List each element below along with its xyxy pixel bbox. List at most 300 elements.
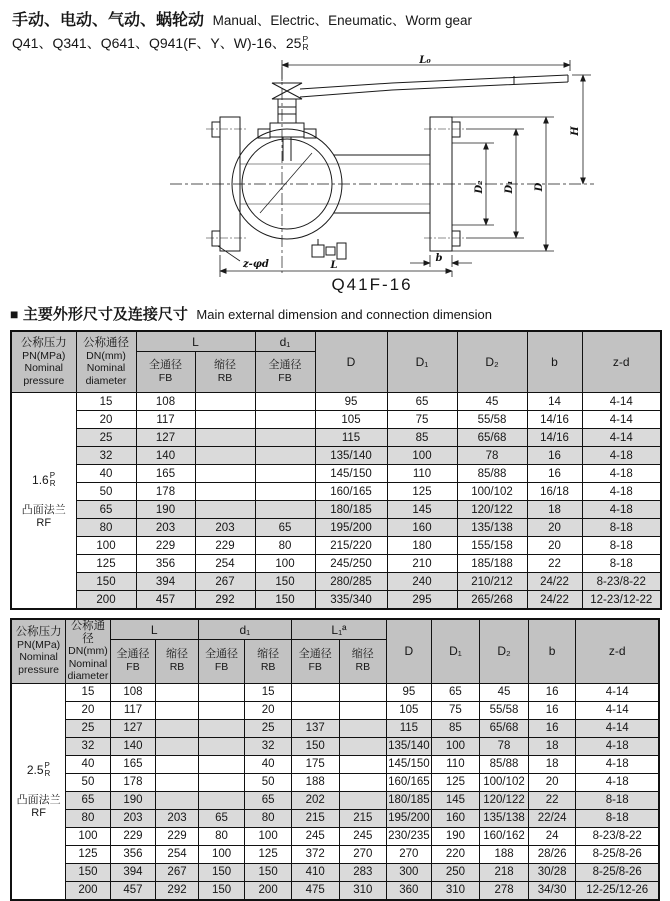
table-cell: 270 <box>387 845 432 863</box>
title-block <box>0 0 670 53</box>
table-cell: 127 <box>110 719 156 737</box>
table-cell: 100 <box>431 737 480 755</box>
subcol-d1-fb: 全通径 FB <box>198 640 245 683</box>
table-cell: 140 <box>110 737 156 755</box>
dimension-tables <box>0 330 670 901</box>
table-cell <box>339 701 387 719</box>
table-cell: 85/88 <box>457 465 527 483</box>
table-cell: 115 <box>387 719 432 737</box>
table-cell <box>255 393 315 411</box>
table-cell: 100 <box>198 845 245 863</box>
table-row <box>11 827 659 845</box>
table-cell: 125 <box>76 555 136 573</box>
table-cell: 145/150 <box>315 465 387 483</box>
pressure-class-cell: 1.6 P R 凸面法兰 RF <box>11 393 76 610</box>
table-cell: 50 <box>245 773 292 791</box>
section-bullet: ■ <box>10 306 19 322</box>
table-cell: 280/285 <box>315 573 387 591</box>
table-cell: 356 <box>136 555 195 573</box>
table-cell <box>195 429 255 447</box>
table-row <box>11 737 659 755</box>
col-header-d1: d₁ <box>198 619 291 640</box>
table-cell: 457 <box>136 591 195 610</box>
table-cell: 14/16 <box>527 411 582 429</box>
col-header-D1: D₁ <box>431 619 480 683</box>
table-row <box>11 755 659 773</box>
table-cell: 283 <box>339 863 387 881</box>
valve-drawing-area <box>0 55 670 301</box>
table-cell: 65 <box>245 791 292 809</box>
table-cell: 300 <box>387 863 432 881</box>
dim-label-zd: z-φd <box>243 259 269 270</box>
table-cell: 100 <box>66 827 111 845</box>
table-cell: 190 <box>110 791 156 809</box>
table-cell <box>198 683 245 701</box>
table-cell <box>291 701 339 719</box>
table-cell: 160 <box>431 809 480 827</box>
table-cell: 4-18 <box>582 447 661 465</box>
table-cell <box>198 701 245 719</box>
table-cell: 200 <box>245 881 292 900</box>
table-cell: 185/188 <box>457 555 527 573</box>
table-cell <box>156 701 199 719</box>
table-cell <box>195 393 255 411</box>
valve-drawing <box>142 55 602 301</box>
table-cell: 229 <box>110 827 156 845</box>
table-cell: 18 <box>528 755 576 773</box>
model-codes: Q41、Q341、Q641、Q941(F、Y、W)-16、25 <box>12 35 302 51</box>
table-cell <box>255 411 315 429</box>
dim-label-b: b <box>435 253 443 264</box>
table-cell: 110 <box>387 465 457 483</box>
table-cell <box>195 501 255 519</box>
table-cell: 25 <box>245 719 292 737</box>
table-cell: 85 <box>387 429 457 447</box>
table-row <box>11 573 661 591</box>
table-cell <box>339 719 387 737</box>
table-cell: 75 <box>387 411 457 429</box>
table-cell: 55/58 <box>480 701 529 719</box>
table-cell <box>198 791 245 809</box>
table-cell: 180/185 <box>387 791 432 809</box>
subcol-L1-fb: 全通径 FB <box>291 640 339 683</box>
table-cell: 16 <box>527 465 582 483</box>
table-cell: 8-23/8-22 <box>576 827 659 845</box>
table-cell: 120/122 <box>457 501 527 519</box>
table-cell: 150 <box>291 737 339 755</box>
table-cell: 85/88 <box>480 755 529 773</box>
table-cell: 190 <box>431 827 480 845</box>
dim-label-d2: D₂ <box>474 180 485 194</box>
table-cell: 394 <box>136 573 195 591</box>
table-cell: 16 <box>527 447 582 465</box>
table-cell: 200 <box>76 591 136 610</box>
table-row <box>11 791 659 809</box>
table-cell: 356 <box>110 845 156 863</box>
table-cell: 20 <box>76 411 136 429</box>
table-cell: 120/122 <box>480 791 529 809</box>
table-cell: 265/268 <box>457 591 527 610</box>
table-cell: 125 <box>66 845 111 863</box>
table-cell: 394 <box>110 863 156 881</box>
page-title <box>12 7 670 30</box>
table-cell: 335/340 <box>315 591 387 610</box>
table-cell: 80 <box>255 537 315 555</box>
table-cell: 30/28 <box>528 863 576 881</box>
table-cell: 14 <box>527 393 582 411</box>
table-cell: 135/140 <box>387 737 432 755</box>
col-header-b: b <box>528 619 576 683</box>
table-cell: 160/162 <box>480 827 529 845</box>
table-cell: 125 <box>387 483 457 501</box>
table-cell: 14/16 <box>527 429 582 447</box>
table-cell <box>339 755 387 773</box>
table-row <box>11 683 659 701</box>
table-cell: 200 <box>66 881 111 900</box>
table-cell: 105 <box>315 411 387 429</box>
table-row <box>11 881 659 900</box>
table-cell: 145 <box>387 501 457 519</box>
table-cell <box>339 773 387 791</box>
table-cell: 25 <box>76 429 136 447</box>
table-cell: 8-18 <box>576 791 659 809</box>
table-cell <box>195 483 255 501</box>
table-cell: 75 <box>431 701 480 719</box>
table-cell: 175 <box>291 755 339 773</box>
table-cell: 110 <box>431 755 480 773</box>
table-cell: 245 <box>291 827 339 845</box>
table-cell: 180 <box>387 537 457 555</box>
table-cell: 210 <box>387 555 457 573</box>
table-cell: 55/58 <box>457 411 527 429</box>
table-cell: 100 <box>245 827 292 845</box>
table-cell: 78 <box>480 737 529 755</box>
table-cell <box>156 737 199 755</box>
table-cell: 65 <box>431 683 480 701</box>
table-cell: 4-14 <box>582 429 661 447</box>
table-cell: 135/138 <box>480 809 529 827</box>
table-row <box>11 591 661 610</box>
table-cell: 45 <box>480 683 529 701</box>
table-cell: 165 <box>110 755 156 773</box>
col-header-L: L <box>110 619 198 640</box>
table-cell: 188 <box>480 845 529 863</box>
dim-label-l0: L₀ <box>419 55 431 66</box>
table-cell: 250 <box>431 863 480 881</box>
col-header-D: D <box>315 331 387 393</box>
table-cell: 4-14 <box>576 719 659 737</box>
table-row <box>11 429 661 447</box>
table-cell: 218 <box>480 863 529 881</box>
table-row <box>11 555 661 573</box>
col-header-dn: 公称通径 DN(mm) Nominal diameter <box>67 620 109 682</box>
table-cell: 140 <box>136 447 195 465</box>
table-cell: 16 <box>528 719 576 737</box>
table-cell: 117 <box>110 701 156 719</box>
table-cell: 80 <box>245 809 292 827</box>
table-cell: 160/165 <box>315 483 387 501</box>
table-cell: 8-18 <box>576 809 659 827</box>
subcol-L-rb: 缩径 RB <box>195 352 255 393</box>
table-cell: 15 <box>66 683 111 701</box>
table-cell: 80 <box>198 827 245 845</box>
table-cell: 150 <box>245 863 292 881</box>
table-cell: 65 <box>66 791 111 809</box>
table-cell: 254 <box>195 555 255 573</box>
table-row <box>11 411 661 429</box>
table-row <box>11 447 661 465</box>
table-cell: 245 <box>339 827 387 845</box>
table-cell: 95 <box>315 393 387 411</box>
table-cell: 4-14 <box>582 393 661 411</box>
col-header-dn: 公称通径 DN(mm) Nominal diameter <box>76 331 136 393</box>
table-cell: 8-18 <box>582 555 661 573</box>
table-cell: 190 <box>136 501 195 519</box>
table-cell: 215 <box>339 809 387 827</box>
table-cell: 8-25/8-26 <box>576 845 659 863</box>
table-cell: 180/185 <box>315 501 387 519</box>
table-cell: 195/200 <box>315 519 387 537</box>
table-cell: 254 <box>156 845 199 863</box>
table-cell: 24/22 <box>527 573 582 591</box>
table-cell: 310 <box>431 881 480 900</box>
dim-label-d: D <box>534 182 545 192</box>
table-cell: 203 <box>136 519 195 537</box>
subcol-L-fb: 全通径 FB <box>110 640 156 683</box>
table-cell: 80 <box>66 809 111 827</box>
table-cell: 457 <box>110 881 156 900</box>
table-cell: 4-18 <box>576 755 659 773</box>
table-row <box>11 719 659 737</box>
section-header <box>0 303 670 324</box>
table-cell <box>195 411 255 429</box>
table-cell <box>339 737 387 755</box>
table-cell: 65 <box>198 809 245 827</box>
col-header-D2: D₂ <box>457 331 527 393</box>
table-cell: 100 <box>76 537 136 555</box>
table-cell: 25 <box>66 719 111 737</box>
col-header-D1: D₁ <box>387 331 457 393</box>
dimension-table-pn25 <box>10 618 660 901</box>
table-cell: 278 <box>480 881 529 900</box>
table-cell <box>291 683 339 701</box>
valve-handle <box>300 75 568 97</box>
table-cell <box>156 719 199 737</box>
table-row <box>11 393 661 411</box>
table-cell: 135/140 <box>315 447 387 465</box>
table-cell: 115 <box>315 429 387 447</box>
table-cell: 65 <box>387 393 457 411</box>
table-cell: 20 <box>527 537 582 555</box>
table-cell: 16 <box>528 683 576 701</box>
table-cell <box>195 447 255 465</box>
col-header-d1: d₁ <box>255 331 315 352</box>
table-cell: 100 <box>255 555 315 573</box>
col-header-pressure: 公称压力 PN(MPa) Nominal pressure <box>11 331 76 393</box>
title-english: Manual、Electric、Eneumatic、Worm gear <box>212 13 472 28</box>
table-cell <box>156 791 199 809</box>
valve-body <box>232 129 430 259</box>
table-cell: 202 <box>291 791 339 809</box>
table-cell: 160/165 <box>387 773 432 791</box>
table-cell: 32 <box>76 447 136 465</box>
table-cell: 215/220 <box>315 537 387 555</box>
table-row <box>11 465 661 483</box>
table-cell: 229 <box>156 827 199 845</box>
table-cell: 4-18 <box>582 501 661 519</box>
table-cell: 150 <box>198 863 245 881</box>
col-header-b: b <box>527 331 582 393</box>
table-cell <box>255 501 315 519</box>
table-cell: 32 <box>245 737 292 755</box>
table-cell: 85 <box>431 719 480 737</box>
table-cell: 24/22 <box>527 591 582 610</box>
dim-label-d1: D₁ <box>504 180 515 194</box>
table-cell: 8-18 <box>582 537 661 555</box>
table-cell <box>156 773 199 791</box>
table-cell: 150 <box>255 591 315 610</box>
title-chinese: 手动、电动、气动、蜗轮动 <box>12 12 205 29</box>
table-cell: 20 <box>528 773 576 791</box>
table-row <box>11 863 659 881</box>
table-cell: 4-18 <box>576 773 659 791</box>
table-cell: 105 <box>387 701 432 719</box>
table-cell <box>255 483 315 501</box>
drawing-caption: Q41F-16 <box>331 275 413 294</box>
table-cell: 8-25/8-26 <box>576 863 659 881</box>
table-cell: 310 <box>339 881 387 900</box>
table-cell: 50 <box>66 773 111 791</box>
table-row <box>11 701 659 719</box>
table-cell: 160 <box>387 519 457 537</box>
table-cell: 215 <box>291 809 339 827</box>
subcol-L-rb: 缩径 RB <box>156 640 199 683</box>
table-cell <box>198 755 245 773</box>
dim-label-l: L <box>330 260 338 271</box>
table-cell: 28/26 <box>528 845 576 863</box>
table-cell: 145 <box>431 791 480 809</box>
table-cell: 150 <box>76 573 136 591</box>
table-cell: 95 <box>387 683 432 701</box>
table-cell: 245/250 <box>315 555 387 573</box>
table-cell: 20 <box>245 701 292 719</box>
section-title-chinese: 主要外形尺寸及连接尺寸 <box>22 306 188 323</box>
table-row <box>11 845 659 863</box>
table-cell <box>255 429 315 447</box>
table-cell: 80 <box>76 519 136 537</box>
table2-header <box>11 619 659 683</box>
table-cell: 125 <box>245 845 292 863</box>
col-header-zd: z-d <box>576 619 659 683</box>
dimension-table-pn16 <box>10 330 662 610</box>
section-title-english: Main external dimension and connection dimension <box>196 307 492 322</box>
table-cell: 50 <box>76 483 136 501</box>
table-cell: 18 <box>528 737 576 755</box>
table-cell: 410 <box>291 863 339 881</box>
table1-body <box>11 393 661 610</box>
table-cell: 135/138 <box>457 519 527 537</box>
model-list <box>12 33 670 53</box>
table-cell <box>255 447 315 465</box>
table-cell: 20 <box>527 519 582 537</box>
table-cell: 195/200 <box>387 809 432 827</box>
table-cell: 267 <box>156 863 199 881</box>
table-cell: 78 <box>457 447 527 465</box>
table-cell: 16 <box>528 701 576 719</box>
table-cell: 18 <box>527 501 582 519</box>
col-header-L: L <box>136 331 255 352</box>
table-cell: 240 <box>387 573 457 591</box>
table-cell: 292 <box>156 881 199 900</box>
table-cell: 16/18 <box>527 483 582 501</box>
table-cell: 203 <box>110 809 156 827</box>
table-cell: 22 <box>528 791 576 809</box>
table-cell: 267 <box>195 573 255 591</box>
table-cell: 65 <box>76 501 136 519</box>
table-cell: 4-14 <box>582 411 661 429</box>
table-cell: 178 <box>110 773 156 791</box>
table-cell: 24 <box>528 827 576 845</box>
table-cell: 40 <box>76 465 136 483</box>
table-cell: 15 <box>76 393 136 411</box>
table-cell: 4-18 <box>576 737 659 755</box>
table-cell <box>198 737 245 755</box>
col-header-zd: z-d <box>582 331 661 393</box>
valve-stem <box>258 83 316 161</box>
table-cell: 108 <box>110 683 156 701</box>
table-cell: 188 <box>291 773 339 791</box>
col-header-D: D <box>387 619 432 683</box>
table-cell: 155/158 <box>457 537 527 555</box>
table-cell: 12-25/12-26 <box>576 881 659 900</box>
subcol-L-fb: 全通径 FB <box>136 352 195 393</box>
col-header-D2: D₂ <box>480 619 529 683</box>
table-cell: 8-18 <box>582 519 661 537</box>
table-cell: 137 <box>291 719 339 737</box>
table-row <box>11 537 661 555</box>
table-cell: 295 <box>387 591 457 610</box>
table-cell: 4-18 <box>582 483 661 501</box>
table-cell: 45 <box>457 393 527 411</box>
table-cell: 475 <box>291 881 339 900</box>
table-cell: 15 <box>245 683 292 701</box>
table-cell: 8-23/8-22 <box>582 573 661 591</box>
table-cell <box>198 719 245 737</box>
subcol-d1-fb: 全通径 FB <box>255 352 315 393</box>
table-cell: 40 <box>245 755 292 773</box>
table1-header <box>11 331 661 393</box>
table-cell: 4-18 <box>582 465 661 483</box>
pressure-class-mark: P R <box>302 33 309 52</box>
table-cell: 100/102 <box>480 773 529 791</box>
table-cell: 100 <box>387 447 457 465</box>
table-cell: 372 <box>291 845 339 863</box>
table-cell: 4-14 <box>576 683 659 701</box>
table-cell <box>156 755 199 773</box>
table-cell: 229 <box>195 537 255 555</box>
table-cell <box>195 465 255 483</box>
table-cell: 165 <box>136 465 195 483</box>
table-cell: 270 <box>339 845 387 863</box>
dim-label-h: H <box>570 126 581 136</box>
table-cell <box>339 791 387 809</box>
table-cell: 125 <box>431 773 480 791</box>
table-cell: 32 <box>66 737 111 755</box>
table-cell: 117 <box>136 411 195 429</box>
table-cell: 65/68 <box>480 719 529 737</box>
table-cell: 210/212 <box>457 573 527 591</box>
zd-leader <box>218 246 240 261</box>
